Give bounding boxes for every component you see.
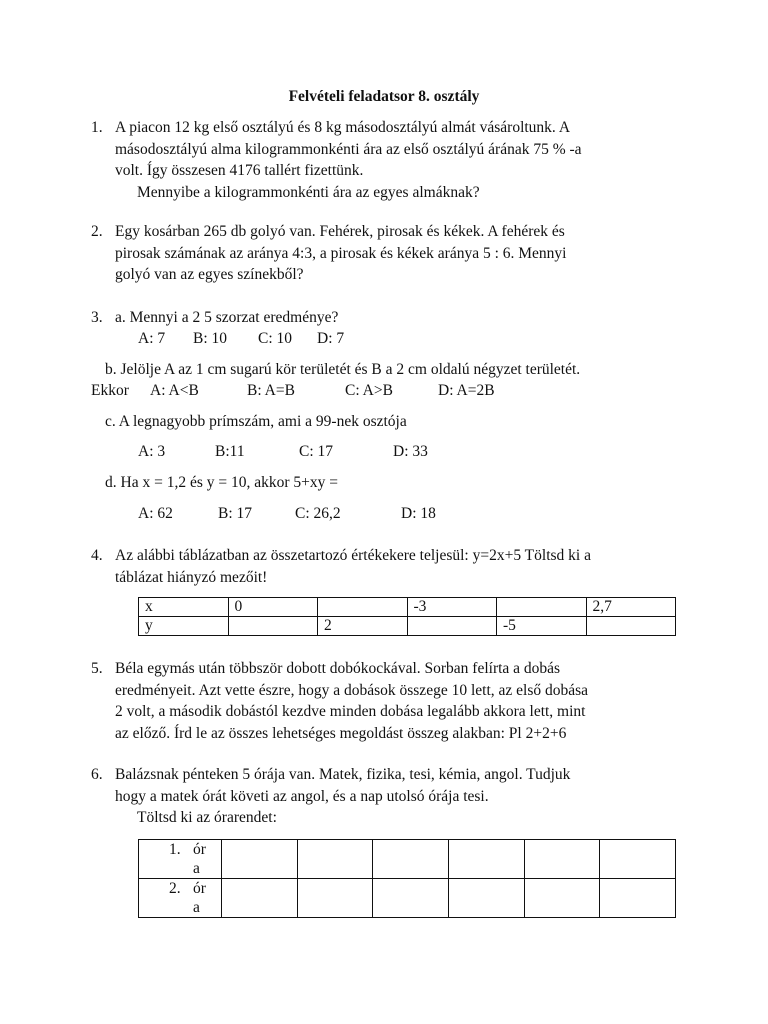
subquestion-c: c. A legnagyobb prímszám, ami a 99-nek osztója [105,413,407,430]
option-a: A: 3 [138,443,166,460]
option-a: A: 62 [138,505,173,522]
question-number: 4. [91,547,103,564]
table-cell: 2,7 [586,598,676,617]
table-row [139,879,676,918]
row-number: 2. [169,880,181,897]
subquestion-b: b. Jelölje A az 1 cm sugarú kör területét és B a 2 cm oldalú négyzet területét. [105,361,581,378]
table-cell[interactable] [497,598,587,617]
subquestion-a: a. Mennyi a 2 5 szorzat eredménye? [115,309,339,326]
row-label [139,840,222,879]
option-c: C: A>B [345,382,393,399]
question-text-line: pirosak számának az aránya 4:3, a pirosak és kékek aránya 5 : 6. Mennyi [115,244,567,262]
question-number: 6. [91,766,103,783]
question-6 [91,764,691,829]
option-d: D: A=2B [438,382,495,399]
question-number: 2. [91,223,103,240]
table-cell[interactable] [297,879,373,918]
page-title: Felvételi feladatsor 8. osztály [288,88,480,105]
option-a: A: 7 [138,330,166,347]
table-cell[interactable] [524,879,600,918]
row-label [139,879,222,918]
question-text-line: másodosztályú alma kilogrammonkénti ára az első osztályú árának 75 % -a [115,140,582,158]
option-b: B: 17 [218,505,253,522]
table-cell: -3 [407,598,497,617]
question-number: 1. [91,119,103,136]
question-1 [91,117,691,203]
question-text-line: Az alábbi táblázatban az összetartozó értékekere teljesül: y=2x+5 Töltsd ki a [115,547,591,564]
question-text-line: Egy kosárban 265 db golyó van. Fehérek, pirosak és kékek. A fehérek és [115,223,565,240]
question-text-line: Balázsnak pénteken 5 órája van. Matek, fizika, tesi, kémia, angol. Tudjuk [115,766,571,783]
table-cell[interactable] [600,840,676,879]
option-c: C: 10 [258,330,293,347]
table-cell[interactable] [524,840,600,879]
option-d: D: 18 [401,505,436,522]
row-label-text: a [193,860,200,877]
question-text-line: táblázat hiányzó mezőit! [115,568,268,586]
question-text-line: golyó van az egyes színekből? [115,266,304,283]
table-cell: 2 [318,617,408,636]
question-2 [91,221,691,286]
option-c: C: 26,2 [295,505,341,522]
question-4 [91,545,691,588]
question-text-line: az előző. Írd le az összes lehetséges megoldást összeg alakban: Pl 2+2+6 [115,724,567,742]
table-cell: y [139,617,229,636]
question-text-line: eredményeit. Azt vette észre, hogy a dobások összege 10 lett, az első dobása [115,681,589,699]
table-cell: 0 [228,598,318,617]
option-d: D: 7 [317,330,345,347]
row-label-text: ór [193,841,206,858]
question-prompt: Mennyibe a kilogrammonkénti ára az egyes almáknak? [137,183,480,201]
question-5 [91,658,691,744]
option-a: A: A<B [150,382,199,399]
table-cell[interactable] [373,879,449,918]
question-instruction: Töltsd ki az órarendet: [137,809,277,826]
table-cell[interactable] [222,879,298,918]
table-cell[interactable] [448,840,524,879]
row-label-text: a [193,899,200,916]
question-text-line: volt. Így összesen 4176 tallért fizettünk. [115,162,364,179]
table-row [139,598,676,617]
subquestion-b-prefix: Ekkor [91,382,129,399]
option-d: D: 33 [393,443,428,460]
question-number: 3. [91,309,103,326]
table-cell[interactable] [600,879,676,918]
option-b: B: A=B [247,382,295,399]
row-number: 1. [169,841,181,858]
subquestion-d: d. Ha x = 1,2 és y = 10, akkor 5+xy = [105,474,338,491]
value-table [138,597,676,636]
table-cell[interactable] [407,617,497,636]
table-cell[interactable] [222,840,298,879]
option-b: B: 10 [193,330,228,347]
table-cell: -5 [497,617,587,636]
question-text-line: A piacon 12 kg első osztályú és 8 kg másodosztályú almát vásároltunk. A [115,119,571,136]
table-cell[interactable] [373,840,449,879]
table-cell[interactable] [318,598,408,617]
question-text-line: 2 volt, a második dobástól kezdve minden dobása legalább akkora lett, mint [115,703,586,720]
timetable [138,839,676,918]
option-b: B:11 [215,443,245,460]
table-cell[interactable] [297,840,373,879]
row-label-text: ór [193,880,206,897]
option-c: C: 17 [299,443,334,460]
table-cell[interactable] [448,879,524,918]
table-row [139,617,676,636]
question-text-line: Béla egymás után többször dobott dobókockával. Sorban felírta a dobás [115,660,561,677]
table-cell[interactable] [586,617,676,636]
table-cell: x [139,598,229,617]
question-text-line: hogy a matek órát követi az angol, és a nap utolsó órája tesi. [115,787,489,805]
table-row [139,840,676,879]
table-cell[interactable] [228,617,318,636]
question-number: 5. [91,660,103,677]
